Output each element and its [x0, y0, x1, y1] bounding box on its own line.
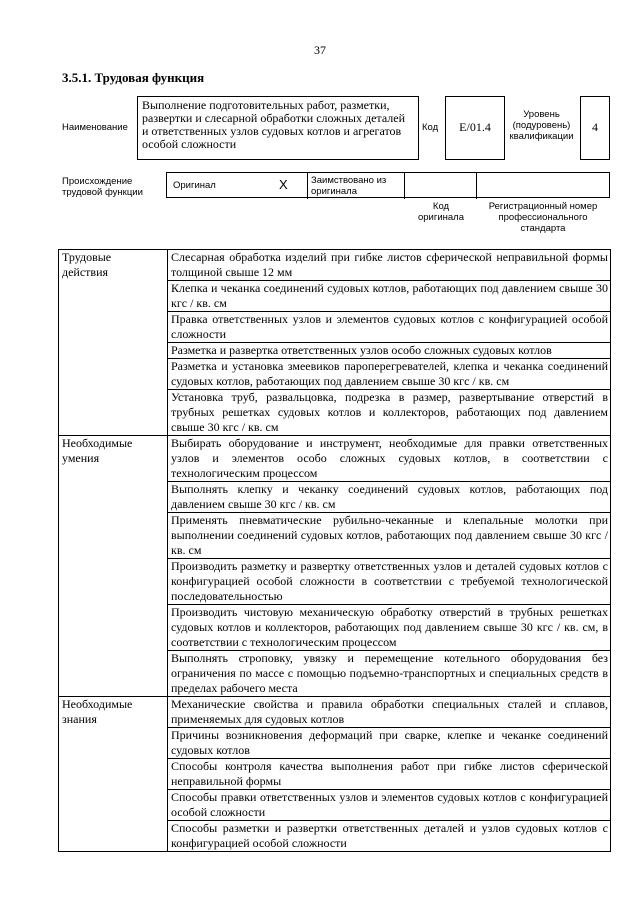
table-row — [59, 697, 611, 728]
required-knowledge-item: Способы разметки и развертки ответственных деталей и узлов судовых котлов с конфигурацией особой сложности — [168, 821, 611, 852]
required-knowledge-category — [59, 697, 168, 852]
required-knowledge-item: Механические свойства и правила обработки специальных сталей и сплавов, применяемых для судовых котлов — [168, 697, 611, 728]
code-original-label — [405, 201, 477, 223]
section-title: 3.5.1. Трудовая функция — [62, 70, 205, 85]
category-title-line-2: умения — [62, 451, 100, 465]
original-mark: X — [279, 177, 288, 192]
origin-row — [166, 172, 610, 198]
level-label-line-2: (подуровень) — [512, 120, 571, 131]
labor-actions-item: Правка ответственных узлов и элементов судовых котлов с конфигурацией особой сложности — [168, 312, 611, 343]
original-cell — [167, 173, 308, 199]
code-value: E/01.4 — [459, 120, 491, 134]
category-title-line-1: Трудовые — [62, 250, 112, 264]
required-skills-item: Производить разметку и развертку ответственных узлов и деталей судовых котлов с конфигурацией особой сложности в соответствии с требуемой технологической последовательностью — [168, 559, 611, 605]
code-original-line-2: оригинала — [417, 212, 464, 223]
function-name-box — [137, 96, 419, 160]
origin-label-line-1: Происхождение — [62, 176, 133, 187]
required-knowledge-item: Причины возникновения деформаций при сварке, клепке и чеканке соединений судовых котлов — [168, 728, 611, 759]
reg-line-3: стандарта — [520, 223, 566, 234]
qualification-level-label — [505, 109, 578, 142]
category-title-line-2: знания — [62, 712, 97, 726]
code-label: Код — [422, 122, 439, 133]
labor-actions-item: Установка труб, развальцовка, подрезка в размер, развертывание отверстий в трубных решетках судовых котлов и коллекторов, работающих под давлением свыше 30 кгс / кв. см — [168, 390, 611, 436]
original-text: Оригинал — [173, 180, 216, 191]
registration-number-cell — [477, 173, 611, 199]
category-title-line-1: Необходимые — [62, 436, 133, 450]
borrowed-text — [311, 175, 386, 197]
labor-actions-category — [59, 250, 168, 436]
category-title-line-1: Необходимые — [62, 697, 133, 711]
page-number: 37 — [314, 43, 326, 57]
labor-actions-item: Слесарная обработка изделий при гибке листов сферической неправильной формы толщиной свыше 12 мм — [168, 250, 611, 281]
required-skills-item: Выбирать оборудование и инструмент, необходимые для правки ответственных узлов и элементов особо сложных судовых котлов, в соответствии с технологическим процессом — [168, 436, 611, 482]
required-skills-item: Выполнять строповку, увязку и перемещение котельного оборудования без ограничения по массе с помощью подъемно-транспортных и специальных средств в пределах рабочего места — [168, 651, 611, 697]
labor-function-table — [58, 249, 611, 852]
level-value: 4 — [592, 120, 598, 134]
level-label-line-3: квалификации — [509, 131, 574, 142]
labor-actions-item: Разметка и развертка ответственных узлов особо сложных судовых котлов — [168, 343, 611, 359]
borrowed-cell — [308, 173, 405, 199]
required-skills-category — [59, 436, 168, 697]
labor-actions-item: Клепка и чеканка соединений судовых котлов, работающих под давлением свыше 30 кгс / кв. см — [168, 281, 611, 312]
level-box — [580, 96, 610, 160]
registration-number-label — [476, 201, 610, 234]
code-original-cell — [405, 173, 477, 199]
required-knowledge-item: Способы правки ответственных узлов и элементов судовых котлов с конфигурацией особой сложности — [168, 790, 611, 821]
reg-line-2: профессионального — [498, 212, 588, 223]
name-label: Наименование — [62, 122, 128, 133]
level-label-line-1: Уровень — [523, 109, 560, 120]
code-original-line-1: Код — [432, 201, 450, 212]
table-row — [59, 250, 611, 281]
code-box — [445, 96, 505, 160]
category-title-line-2: действия — [62, 265, 109, 279]
required-skills-item: Применять пневматические рубильно-чеканные и клепальные молотки при выполнении соединений судовых котлов, работающих под давлением свыше 30 кгс / кв. см — [168, 513, 611, 559]
table-row — [59, 436, 611, 482]
function-name: Выполнение подготовительных работ, разметки, развертки и слесарной обработки сложных деталей и ответственных узлов судовых котлов и агрегатов особой сложности — [142, 98, 405, 151]
borrowed-line-2: оригинала — [311, 186, 358, 197]
borrowed-line-1: Заимствовано из — [311, 175, 387, 186]
required-skills-item: Производить чистовую механическую обработку отверстий в трубных решетках судовых котлов и коллекторов, работающих под давлением свыше 30 кгс / кв. см, в соответствии с технологическим процессом — [168, 605, 611, 651]
origin-label-line-2: трудовой функции — [62, 187, 143, 198]
required-skills-item: Выполнять клепку и чеканку соединений судовых котлов, работающих под давлением свыше 30 кгс / кв. см — [168, 482, 611, 513]
required-knowledge-item: Способы контроля качества выполнения работ при гибке листов сферической неправильной формы — [168, 759, 611, 790]
reg-line-1: Регистрационный номер — [488, 201, 598, 212]
origin-label — [62, 176, 143, 198]
labor-actions-item: Разметка и установка змеевиков пароперегревателей, клепка и чеканка соединений судовых котлов, работающих под давлением свыше 30 кгс / кв. см — [168, 359, 611, 390]
